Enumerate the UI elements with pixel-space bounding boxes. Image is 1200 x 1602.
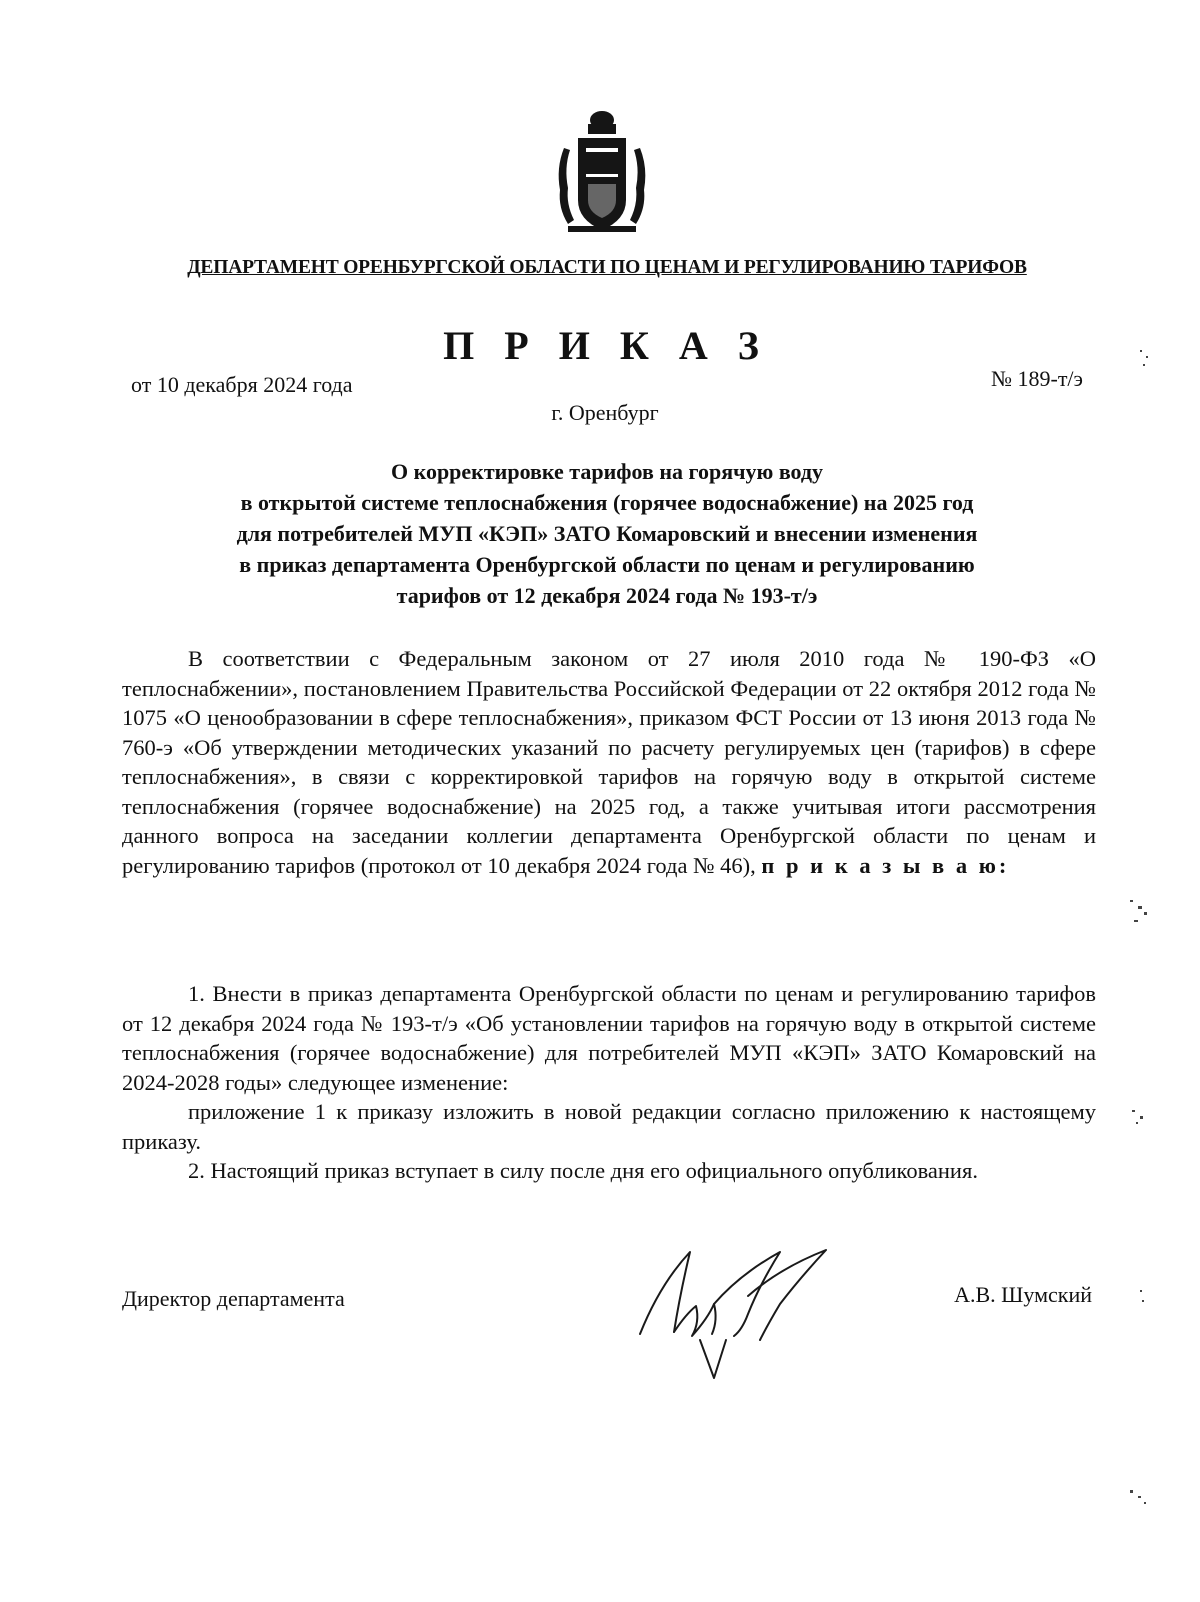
order-word: п р и к а з ы в а ю: [761,852,1010,878]
subject-line: в приказ департамента Оренбургской области по ценам и регулированию [239,552,975,577]
order-item-1-detail: приложение 1 к приказу изложить в новой редакции согласно приложению к настоящему приказу. [122,1099,1096,1154]
signer-name: А.В. Шумский [954,1282,1092,1307]
subject-line: О корректировке тарифов на горячую воду [390,459,824,484]
subject-line: для потребителей МУП «КЭП» ЗАТО Комаровский и внесении изменения [236,521,978,546]
document-title: П Р И К А З [443,323,769,368]
signer-position: Директор департамента [122,1286,345,1311]
coat-of-arms-icon [554,108,650,238]
order-item-1: 1. Внести в приказ департамента Оренбургской области по ценам и регулированию тарифов от 12 декабря 2024 года № 193-т/э «Об установлении тарифов на горячую воду в открытой системе теплоснабжения (горячее водоснабжение) для потребителей МУП «КЭП» ЗАТО Комаровский на 2024-2028 годы» следующее изменение: [122,981,1096,1095]
document-subject [140,456,1074,611]
document-city: г. Оренбург [551,400,659,425]
subject-line: в открытой системе теплоснабжения (горячее водоснабжение) на 2025 год [240,490,974,515]
order-item-2: 2. Настоящий приказ вступает в силу после дня его официального опубликования. [188,1158,978,1183]
department-header: ДЕПАРТАМЕНТ ОРЕНБУРГСКОЙ ОБЛАСТИ ПО ЦЕНАМ И РЕГУЛИРОВАНИЮ ТАРИФОВ [187,257,1027,278]
preamble-text: В соответствии с Федеральным законом от 27 июля 2010 года № 190-ФЗ «О теплоснабжении», постановлением Правительства Российской Федерации от 22 октября 2012 года № 1075 «О ценообразовании в сфере теплоснабжения», приказом ФСТ России от 13 июня 2013 года № 760-э «Об утверждении методических указаний по расчету регулируемых цен (тарифов) в сфере теплоснабжения», в связи с корректировкой тарифов на горячую воду в открытой системе теплоснабжения (горячее водоснабжение) на 2025 год, а также учитывая итоги рассмотрения данного вопроса на заседании коллегии департамента Оренбургской области по ценам и регулированию тарифов (протокол от 10 декабря 2024 года № 46), [122,646,1096,878]
scan-artifacts [1110,340,1170,1520]
document-number: № 189-т/э [991,366,1083,391]
handwritten-signature [630,1244,840,1384]
document-date: от 10 декабря 2024 года [131,372,353,397]
order-items [122,979,1096,1186]
subject-line: тарифов от 12 декабря 2024 года № 193-т/э [396,583,818,608]
preamble-paragraph [122,644,1096,880]
